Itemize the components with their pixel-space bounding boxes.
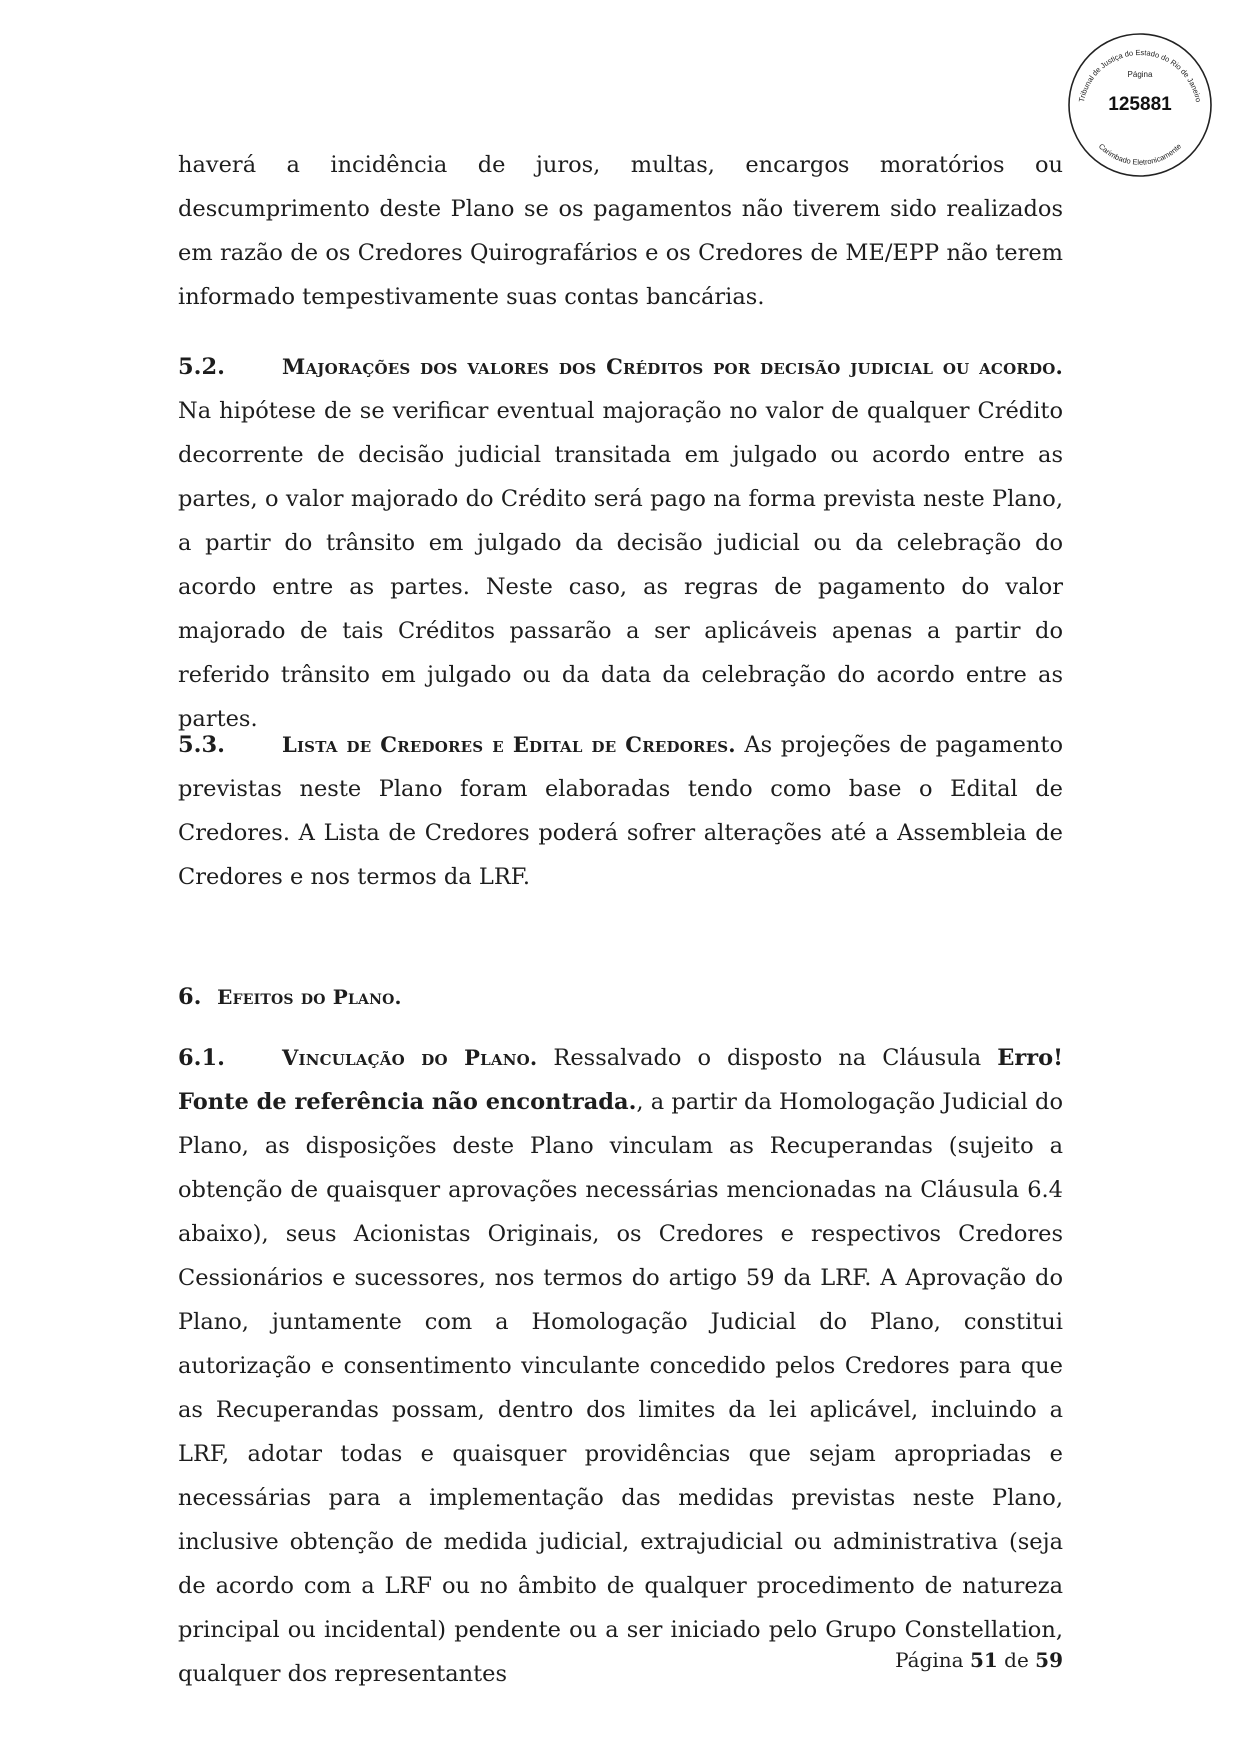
clause-number: 6.1.: [178, 1045, 225, 1071]
clause-body-part-2: , a partir da Homologação Judicial do Plano, as disposições deste Plano vinculam as Recuperandas (sujeito a obtenção de quaisquer aprovações necessárias mencionadas na Cláusula 6.4 abaixo), seus Acionistas Originais, os Credores e respectivos Credores Cessionários e sucessores, nos termos do artigo 59 da LRF. A Aprovação do Plano, juntamente com a Homologação Judicial do Plano, constitui autorização e consentimento vinculante concedido pelos Credores para que as Recuperandas possam, dentro dos limites da lei aplicável, incluindo a LRF, adotar todas e quaisquer providências que sejam apropriadas e necessárias para a implementação das medidas previstas neste Plano, inclusive obtenção de medida judicial, extrajudicial ou administrativa (seja de acordo com a LRF ou no âmbito de qualquer procedimento de natureza principal ou incidental) pendente ou a ser iniciado pelo Grupo Constellation, qualquer dos representantes: [178, 1089, 1063, 1687]
clause-body-part-1: Ressalvado o disposto na Cláusula: [537, 1045, 998, 1071]
clause-number: 5.3.: [178, 732, 225, 758]
clause-title: Vinculação do Plano.: [282, 1045, 538, 1070]
total-page-count: 59: [1035, 1648, 1063, 1672]
clause-title: Majorações dos valores dos Créditos por decisão judicial ou acordo.: [282, 354, 1063, 379]
stamp-number: 125881: [1108, 94, 1172, 115]
stamp-arc-top: Tribunal de Justiça do Estado do Rio de Janeiro: [1076, 47, 1204, 103]
clause-number: 5.2.: [178, 354, 225, 380]
clause-title: Lista de Credores e Edital de Credores.: [282, 732, 736, 757]
section-6-heading: [178, 975, 1063, 1019]
current-page-number: 51: [969, 1648, 998, 1672]
clause-body: Na hipótese de se verificar eventual majoração no valor de qualquer Crédito decorrente de decisão judicial transitada em julgado ou acordo entre as partes, o valor majorado do Crédito será pago na forma prevista neste Plano, a partir do trânsito em julgado da decisão judicial ou da celebração do acordo entre as partes. Neste caso, as regras de pagamento do valor majorado de tais Créditos passarão a ser aplicáveis apenas a partir do referido trânsito em julgado ou da data da celebração do acordo entre as partes.: [178, 398, 1063, 732]
clause-body: As projeções de pagamento previstas neste Plano foram elaboradas tendo como base o Edital de Credores. A Lista de Credores poderá sofrer alterações até a Assembleia de Credores e nos termos da LRF.: [178, 732, 1063, 890]
clause-5-2: [178, 345, 1063, 741]
clause-6-1: [178, 1036, 1063, 1696]
footer-prefix: Página: [895, 1648, 970, 1672]
court-stamp: [1065, 30, 1215, 180]
footer-middle: de: [997, 1648, 1036, 1672]
stamp-arc-bottom: Carimbado Eletronicamente: [1096, 141, 1184, 167]
paragraph-text: haverá a incidência de juros, multas, encargos moratórios ou descumprimento deste Plano se os pagamentos não tiverem sido realizados em razão de os Credores Quirografários e os Credores de ME/EPP não terem informado tempestivamente suas contas bancárias.: [178, 152, 1063, 310]
page-footer: [700, 1648, 1063, 1672]
stamp-label: Página: [1127, 70, 1153, 79]
section-title: Efeitos do Plano.: [217, 985, 402, 1009]
stamp-seal-icon: [1065, 30, 1215, 180]
clause-5-3: [178, 723, 1063, 899]
broken-cross-reference: Erro! Fonte de referência não encontrada.: [178, 1045, 1063, 1115]
section-number: 6.: [178, 984, 202, 1010]
continuation-paragraph: [178, 143, 1063, 319]
